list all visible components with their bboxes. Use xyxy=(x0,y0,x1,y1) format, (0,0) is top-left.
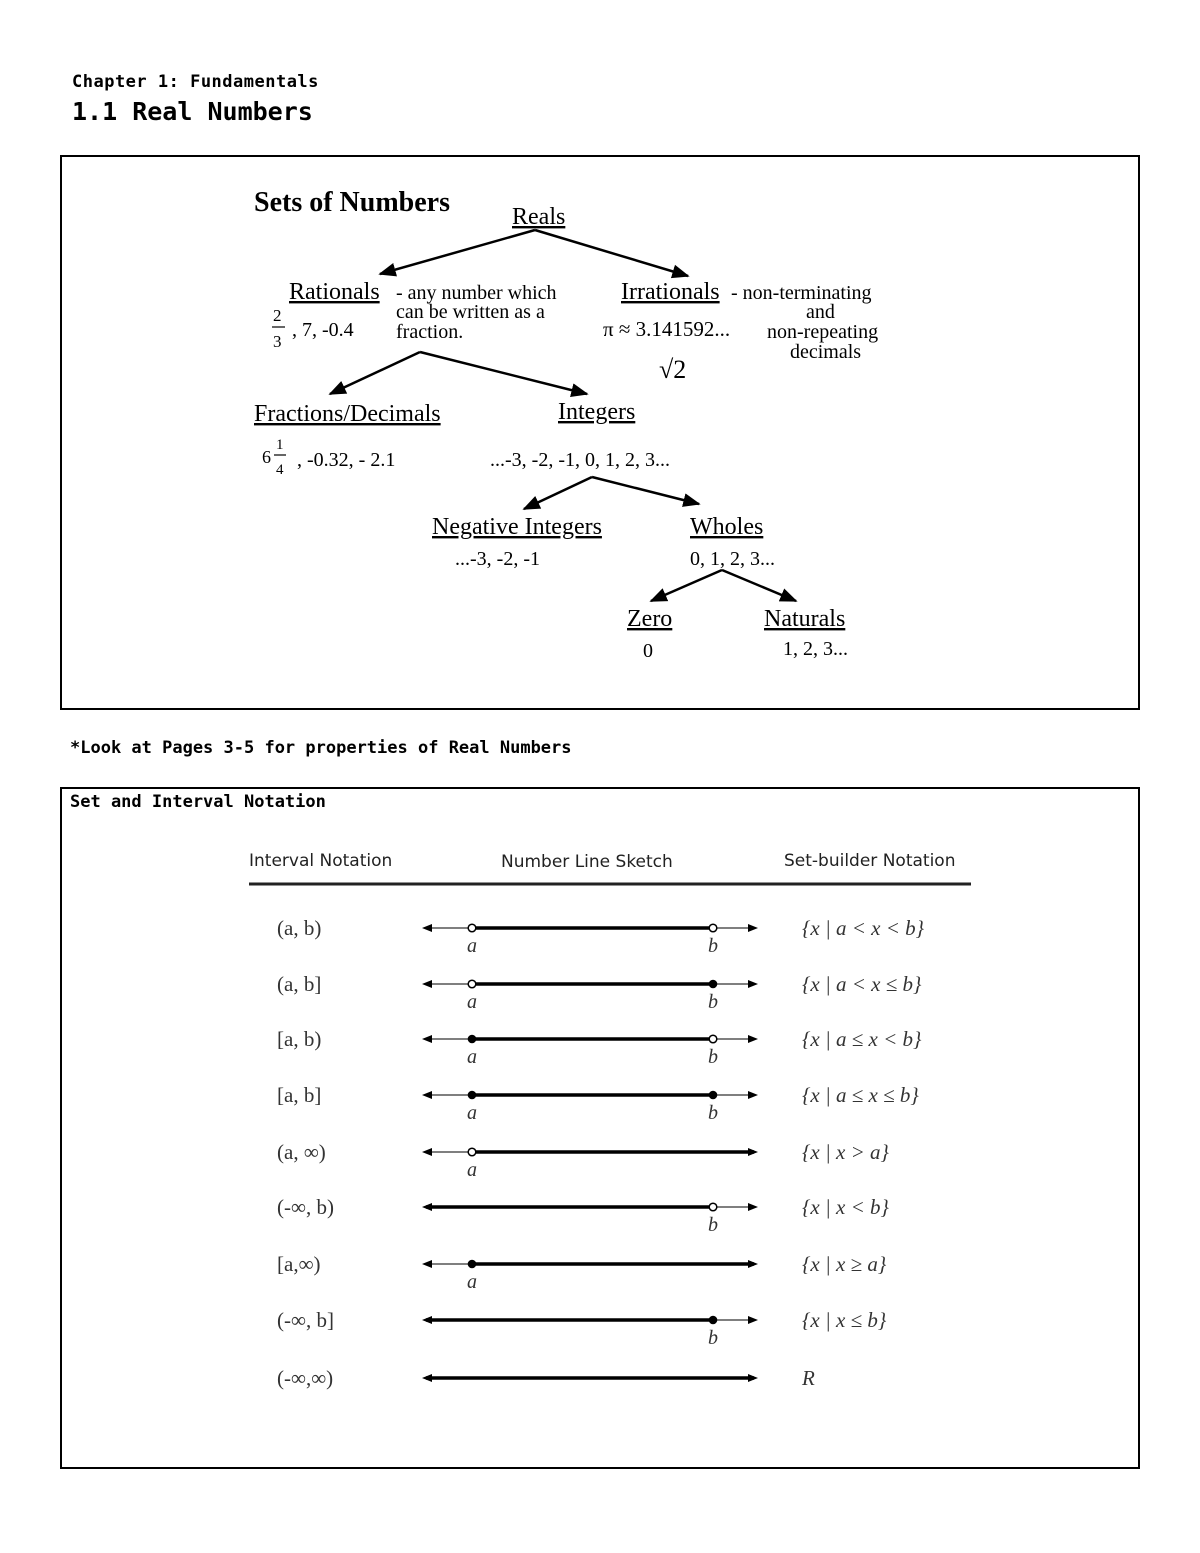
arrow-wholes-zero xyxy=(651,570,722,601)
open-endpoint xyxy=(709,1035,717,1043)
pi-example: π ≈ 3.141592... xyxy=(603,317,731,341)
endpoint-label-b: b xyxy=(708,991,718,1013)
fractions-whole: 6 xyxy=(262,447,271,467)
irrationals-label: Irrationals xyxy=(621,279,720,305)
interval-notation: (a, b) xyxy=(277,916,322,940)
fractions-denominator: 4 xyxy=(276,462,284,478)
interval-notation: [a,∞) xyxy=(277,1252,321,1276)
endpoint-label-b: b xyxy=(708,1327,718,1349)
interval-row xyxy=(277,1252,887,1293)
endpoint-label-a: a xyxy=(467,1159,477,1181)
interval-notation: (a, b] xyxy=(277,972,322,996)
endpoint-label-a: a xyxy=(467,1271,477,1293)
col-header-interval: Interval Notation xyxy=(249,851,393,871)
interval-notation: [a, b] xyxy=(277,1083,322,1107)
negative-integers-examples: ...-3, -2, -1 xyxy=(455,548,540,570)
section-heading: 1.1 Real Numbers xyxy=(72,97,313,126)
interval-notation: (-∞, b] xyxy=(277,1308,334,1332)
set-builder-notation: R xyxy=(802,1366,815,1390)
integers-label: Integers xyxy=(558,399,636,425)
endpoint-label-b: b xyxy=(708,1102,718,1124)
arrow-left xyxy=(422,980,432,988)
interval-box-title: Set and Interval Notation xyxy=(70,792,326,812)
arrow-integers-negative xyxy=(524,477,592,509)
open-endpoint xyxy=(468,924,476,932)
rationals-desc-1: - any number which xyxy=(396,282,557,304)
set-builder-notation: {x | x > a} xyxy=(802,1140,889,1164)
endpoint-label-a: a xyxy=(467,1046,477,1068)
arrow-reals-irrationals xyxy=(535,230,688,276)
arrow-wholes-naturals xyxy=(722,570,796,601)
interval-row xyxy=(277,1083,919,1124)
rationals-desc-2: can be written as a xyxy=(396,301,545,323)
arrow-right xyxy=(748,1203,758,1211)
arrow-left xyxy=(422,1148,432,1156)
interval-row xyxy=(277,1027,922,1068)
set-builder-notation: {x | a ≤ x ≤ b} xyxy=(802,1083,919,1107)
closed-endpoint xyxy=(709,1091,718,1100)
rationals-desc-3: fraction. xyxy=(396,321,464,343)
endpoint-label-b: b xyxy=(708,1214,718,1236)
endpoint-label-a: a xyxy=(467,1102,477,1124)
zero-label: Zero xyxy=(627,606,673,632)
wholes-examples: 0, 1, 2, 3... xyxy=(690,548,775,570)
col-header-set-builder: Set-builder Notation xyxy=(784,851,956,871)
interval-rows xyxy=(277,916,925,1390)
fractions-label: Fractions/Decimals xyxy=(254,401,441,427)
arrow-rationals-integers xyxy=(420,352,587,394)
arrow-left xyxy=(422,1035,432,1043)
properties-note: *Look at Pages 3-5 for properties of Real Numbers xyxy=(70,738,572,758)
open-endpoint xyxy=(468,1148,476,1156)
sqrt-example: √2 xyxy=(659,355,687,384)
interval-row xyxy=(277,1308,887,1349)
arrow-rationals-fractions xyxy=(330,352,420,394)
zero-example: 0 xyxy=(643,640,653,662)
fractions-numerator: 1 xyxy=(276,437,284,453)
tree-title: Sets of Numbers xyxy=(254,187,450,218)
rationals-frac-numerator: 2 xyxy=(273,306,282,325)
naturals-label: Naturals xyxy=(764,606,846,632)
closed-endpoint xyxy=(468,1035,477,1044)
interval-notation: (-∞, b) xyxy=(277,1195,334,1219)
closed-endpoint xyxy=(468,1091,477,1100)
negative-integers-label: Negative Integers xyxy=(432,514,602,540)
interval-row xyxy=(277,916,925,957)
irrationals-desc-3: non-repeating xyxy=(767,321,879,343)
arrow-integers-wholes xyxy=(592,477,699,504)
arrow-left xyxy=(422,1091,432,1099)
set-builder-notation: {x | x ≤ b} xyxy=(802,1308,887,1332)
set-builder-notation: {x | a ≤ x < b} xyxy=(802,1027,922,1051)
set-builder-notation: {x | x ≥ a} xyxy=(802,1252,887,1276)
arrow-right xyxy=(748,1316,758,1324)
endpoint-label-a: a xyxy=(467,935,477,957)
interval-row xyxy=(277,1366,815,1390)
arrow-left xyxy=(422,1260,432,1268)
arrow-left xyxy=(422,924,432,932)
naturals-examples: 1, 2, 3... xyxy=(783,638,848,660)
arrow-right xyxy=(748,924,758,932)
arrow-right xyxy=(748,1035,758,1043)
rationals-frac-denominator: 3 xyxy=(273,332,282,351)
rationals-label: Rationals xyxy=(289,279,380,305)
chapter-heading: Chapter 1: Fundamentals xyxy=(72,72,319,92)
interval-row xyxy=(277,1195,889,1236)
irrationals-desc-2: and xyxy=(806,301,835,323)
open-endpoint xyxy=(709,924,717,932)
set-builder-notation: {x | a < x < b} xyxy=(802,916,925,940)
closed-endpoint xyxy=(468,1260,477,1269)
wholes-label: Wholes xyxy=(690,514,764,540)
integers-examples: ...-3, -2, -1, 0, 1, 2, 3... xyxy=(490,449,670,471)
endpoint-label-b: b xyxy=(708,935,718,957)
irrationals-desc-4: decimals xyxy=(790,341,862,363)
rationals-examples: , 7, -0.4 xyxy=(292,319,354,341)
closed-endpoint xyxy=(709,980,718,989)
reals-label: Reals xyxy=(512,204,566,230)
interval-notation: (-∞,∞) xyxy=(277,1366,334,1390)
endpoint-label-a: a xyxy=(467,991,477,1013)
fractions-examples: , -0.32, - 2.1 xyxy=(297,449,396,471)
set-builder-notation: {x | x < b} xyxy=(802,1195,889,1219)
arrow-reals-rationals xyxy=(380,230,535,274)
arrow-right xyxy=(748,980,758,988)
interval-row xyxy=(277,972,922,1013)
set-builder-notation: {x | a < x ≤ b} xyxy=(802,972,922,996)
col-header-number-line: Number Line Sketch xyxy=(501,852,673,872)
closed-endpoint xyxy=(709,1316,718,1325)
arrow-right xyxy=(748,1091,758,1099)
irrationals-desc-1: - non-terminating xyxy=(731,282,872,304)
open-endpoint xyxy=(709,1203,717,1211)
open-endpoint xyxy=(468,980,476,988)
interval-row xyxy=(277,1140,889,1181)
interval-notation: [a, b) xyxy=(277,1027,322,1051)
interval-notation: (a, ∞) xyxy=(277,1140,326,1164)
endpoint-label-b: b xyxy=(708,1046,718,1068)
